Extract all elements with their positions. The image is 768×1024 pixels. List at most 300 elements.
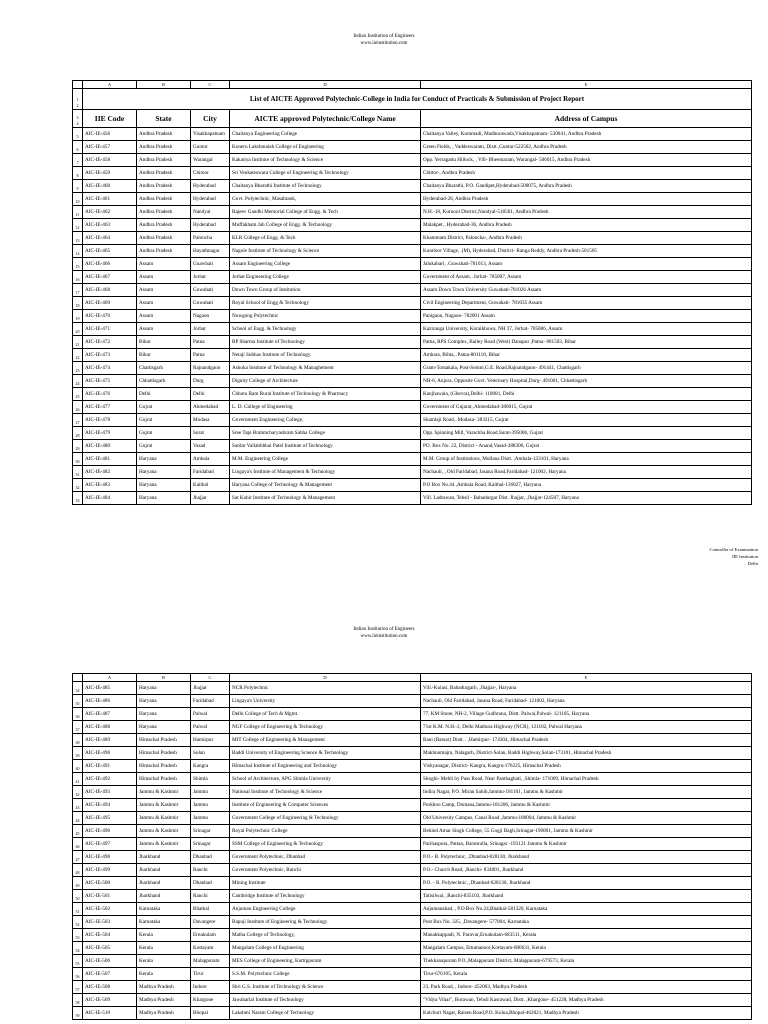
table-row	[73, 682, 752, 695]
state-cell: Andhra Pradesh	[137, 232, 191, 245]
state-cell: Karnataka	[137, 916, 191, 929]
address-cell: Shoghi- Mehli by Pass Road, Near Panthaghati, ,Shimla- 171009, Himachal Pradesh	[421, 773, 752, 786]
college-name-cell: KLR College of Engg. & Tech	[230, 232, 421, 245]
iie-code-cell: AIC-IE-459	[83, 167, 137, 180]
page2-header	[0, 626, 768, 640]
iie-code-cell: AIC-IE-497	[83, 838, 137, 851]
row-number: 17	[73, 284, 83, 297]
address-cell: "Vidya Vihar", Borawan, Tehsil Kasrawad, Distt. ,Khargone- 451228, Madhya Pradesh	[421, 994, 752, 1007]
state-cell: Kerala	[137, 968, 191, 981]
row-number: 23	[73, 362, 83, 375]
row-number: 30	[73, 453, 83, 466]
address-cell: Nachauli, Old Faridabad, Jasana Road, Faridabad- 121002, Haryana	[421, 695, 752, 708]
column-letter: E	[421, 81, 752, 89]
table-row	[73, 734, 752, 747]
college-name-cell: MES College of Engineering, Kuttippuram	[230, 955, 421, 968]
iie-code-cell: AIC-IE-465	[83, 245, 137, 258]
city-cell: Dhanbad	[191, 877, 230, 890]
state-cell: Gujrat	[137, 427, 191, 440]
row-number: 59	[73, 1007, 83, 1020]
state-cell: Haryana	[137, 682, 191, 695]
iie-code-cell: AIC-IE-500	[83, 877, 137, 890]
college-name-cell: Chhotu Ram Rural Institute of Technology & Pharmacy	[230, 388, 421, 401]
college-name-cell: Mangalam College of Engineering	[230, 942, 421, 955]
iie-code-cell: AIC-IE-463	[83, 219, 137, 232]
state-cell: Assam	[137, 258, 191, 271]
college-name-cell: Muffakham Jah College of Engg. & Technology	[230, 219, 421, 232]
college-name-cell: Government Polytechnic, Ranchi	[230, 864, 421, 877]
table-row	[73, 375, 752, 388]
city-cell: Hyderabad	[191, 219, 230, 232]
address-cell: Gram-Tomakala, Post-Somni,G.E. Road,Rajnandgaon- 491441, Chattisgarh	[421, 362, 752, 375]
table-row	[73, 284, 752, 297]
table-row	[73, 167, 752, 180]
address-cell: Vishyanagar, District- Kangra, Kangra-176225, Himachal Pradesh	[421, 760, 752, 773]
state-cell: Gujrat	[137, 414, 191, 427]
header-row	[73, 110, 752, 128]
city-cell: Srinagar	[191, 825, 230, 838]
college-name-cell: Nowgong Polytechnic	[230, 310, 421, 323]
address-cell: Government of Assam, .Jorhat- 785007, Assam	[421, 271, 752, 284]
table-row	[73, 427, 752, 440]
iie-code-cell: AIC-IE-509	[83, 994, 137, 1007]
table-row	[73, 440, 752, 453]
city-cell: Bhatkal	[191, 903, 230, 916]
city-cell: Jammu	[191, 799, 230, 812]
state-cell: Kerala	[137, 929, 191, 942]
table-row	[73, 929, 752, 942]
address-cell: Kuntloor Village, .(M), Hyderabad, District- Ranga Reddy, Andhra Pradesh-501505	[421, 245, 752, 258]
row-number: 20	[73, 323, 83, 336]
state-cell: Assam	[137, 323, 191, 336]
city-cell: Rajnandgaon	[191, 362, 230, 375]
address-cell: Vill.-Kulasi, Bahadurgarh, ,Jhajjar-, Haryana	[421, 682, 752, 695]
row-number: 12	[73, 219, 83, 232]
corner-cell	[73, 81, 83, 89]
college-name-cell: Lingaya's University	[230, 695, 421, 708]
city-cell: Kottayam	[191, 942, 230, 955]
address-cell: Nachauli, , Old Faridabad, Jasana Road,Faridabad- 121002, Haryana	[421, 466, 752, 479]
table-row	[73, 721, 752, 734]
state-cell: Andhra Pradesh	[137, 167, 191, 180]
iie-code-cell: AIC-IE-488	[83, 721, 137, 734]
row-number: 19	[73, 310, 83, 323]
table-row	[73, 401, 752, 414]
college-name-cell: Chaitanya Bharathi Institute of Technology	[230, 180, 421, 193]
header-city: City	[191, 110, 230, 128]
table-row	[73, 154, 752, 167]
state-cell: Madhya Pradesh	[137, 981, 191, 994]
row-number: 14	[73, 245, 83, 258]
address-cell: Civil Engineering Department, Guwahati- 781035 Assam	[421, 297, 752, 310]
city-cell: Kangra	[191, 760, 230, 773]
table-row	[73, 825, 752, 838]
state-cell: Haryana	[137, 479, 191, 492]
iie-code-cell: AIC-IE-490	[83, 747, 137, 760]
table-row	[73, 747, 752, 760]
college-name-cell: School of Engg. & Technology	[230, 323, 421, 336]
address-cell: Parihaspora, Pattan, Baramulla, Srinagar -193121 Jammu & Kashmir	[421, 838, 752, 851]
state-cell: Madhya Pradesh	[137, 1007, 191, 1020]
college-name-cell: Kakatiya Institute of Technology & Science	[230, 154, 421, 167]
address-cell: Shamlaji Road, .Modasa- 383315, Gujrat	[421, 414, 752, 427]
table-row	[73, 812, 752, 825]
state-cell: Kerala	[137, 942, 191, 955]
state-cell: Haryana	[137, 708, 191, 721]
state-cell: Jammu & Kashmir	[137, 812, 191, 825]
table-row	[73, 492, 752, 505]
city-cell: Paloncha	[191, 232, 230, 245]
college-name-cell: Shri G.S. Institute of Technology & Science	[230, 981, 421, 994]
row-number: 5	[73, 128, 83, 141]
table-row	[73, 141, 752, 154]
iie-code-cell: AIC-IE-496	[83, 825, 137, 838]
address-cell: Thekkanapuram P.O.,Malappuram District,.Malappuram-679573, Kerala	[421, 955, 752, 968]
college-name-cell: Netaji Subhas Institute of Technology.	[230, 349, 421, 362]
row-number: 38	[73, 734, 83, 747]
header-address: Address of Campus	[421, 110, 752, 128]
college-name-cell: RP Sharma Institute of Technology	[230, 336, 421, 349]
signature-title: Controller of Examination	[709, 547, 758, 552]
state-cell: Kerala	[137, 955, 191, 968]
table-row	[73, 708, 752, 721]
iie-code-cell: AIC-IE-466	[83, 258, 137, 271]
table-row	[73, 271, 752, 284]
state-cell: Haryana	[137, 695, 191, 708]
row-number: 44	[73, 812, 83, 825]
row-number: 25	[73, 388, 83, 401]
header-org: Indian Institution of Engineers	[353, 627, 415, 632]
state-cell: Assam	[137, 310, 191, 323]
state-cell: Jammu & Kashmir	[137, 838, 191, 851]
state-cell: Assam	[137, 284, 191, 297]
iie-code-cell: AIC-IE-485	[83, 682, 137, 695]
row-number: 45	[73, 825, 83, 838]
address-cell: Vill. Ladrawan, Tehsil - Bahadurgar Dist. Jhajjar, ,Jhajjar-124507, Haryana	[421, 492, 752, 505]
iie-code-cell: AIC-IE-498	[83, 851, 137, 864]
row-number: 57	[73, 981, 83, 994]
college-name-cell: Cambridge Institute of Technology	[230, 890, 421, 903]
state-cell: Jammu & Kashmir	[137, 799, 191, 812]
city-cell: Hayathnagar	[191, 245, 230, 258]
city-cell: Patna	[191, 336, 230, 349]
city-cell: Hyderabad	[191, 180, 230, 193]
table-body	[73, 128, 752, 505]
iie-code-cell: AIC-IE-492	[83, 773, 137, 786]
table-row	[73, 864, 752, 877]
table-row	[73, 414, 752, 427]
city-cell: Bhopal	[191, 1007, 230, 1020]
address-cell: P.O. - B. Polytechnic, ,Dhanbad-828130, Jharkhand	[421, 877, 752, 890]
college-name-cell: Ashoka Institute of Technology & Managhement	[230, 362, 421, 375]
college-name-cell: MIT College of Engineering & Management	[230, 734, 421, 747]
city-cell: Malappuram	[191, 955, 230, 968]
page1-header	[0, 33, 768, 47]
row-number: 51	[73, 903, 83, 916]
city-cell: Surat	[191, 427, 230, 440]
state-cell: Andhra Pradesh	[137, 245, 191, 258]
iie-code-cell: AIC-IE-482	[83, 466, 137, 479]
address-cell: Chaitanya Valley, Kommadi, Madhurawada,Visakhapatnam- 530041, Andhra Pradesh	[421, 128, 752, 141]
state-cell: Andhra Pradesh	[137, 141, 191, 154]
state-cell: Chattisgarh	[137, 362, 191, 375]
row-number: 42	[73, 786, 83, 799]
state-cell: Andhra Pradesh	[137, 206, 191, 219]
table-row	[73, 786, 752, 799]
college-name-cell: Sat Kabir Institute of Technology & Management	[230, 492, 421, 505]
college-name-cell: NGF College of Engineering & Technology	[230, 721, 421, 734]
college-name-cell: Institute of Engineering & Computer Sciences	[230, 799, 421, 812]
city-cell: Hyderabad	[191, 193, 230, 206]
row-number: 31	[73, 466, 83, 479]
city-cell: Guntur	[191, 141, 230, 154]
college-name-cell: Nagole Institute of Technology & Science	[230, 245, 421, 258]
row-number: 49	[73, 877, 83, 890]
state-cell: Andhra Pradesh	[137, 154, 191, 167]
college-name-cell: Koneru Lakshmaiah College of Engineering	[230, 141, 421, 154]
address-cell: Manakkappadi, N. Paravur,Ernakulam-683511, Kerala	[421, 929, 752, 942]
column-letter: A	[83, 81, 137, 89]
row-number: 26	[73, 401, 83, 414]
row-number: 41	[73, 773, 83, 786]
city-cell: Indore	[191, 981, 230, 994]
table-row	[73, 258, 752, 271]
college-name-cell: Down Town Group of Institution	[230, 284, 421, 297]
row-number: 32	[73, 479, 83, 492]
city-cell: Ambala	[191, 453, 230, 466]
state-cell: Madhya Pradesh	[137, 994, 191, 1007]
table-row	[73, 193, 752, 206]
column-letter-row	[73, 674, 752, 682]
iie-code-cell: AIC-IE-456	[83, 128, 137, 141]
city-cell: Jorhat	[191, 271, 230, 284]
city-cell: Faridabad	[191, 466, 230, 479]
row-number: 43	[73, 799, 83, 812]
address-cell: PO. Box No. 22, District - Anand,Vasad-388306, Gujrat	[421, 440, 752, 453]
header-state: State	[137, 110, 191, 128]
college-name-cell: Government Engineering College,	[230, 414, 421, 427]
table-row	[73, 851, 752, 864]
address-cell: Bani (Barsar) Distt. . ,Hamirpur- 174304, Himachal Pradesh	[421, 734, 752, 747]
row-number: 7	[73, 154, 83, 167]
table-row	[73, 219, 752, 232]
college-name-cell: Assam Engineering College	[230, 258, 421, 271]
city-cell: Shimla	[191, 773, 230, 786]
row-number: 1 2	[73, 89, 83, 110]
college-name-cell: School of Architecture, APG Shimla University	[230, 773, 421, 786]
college-name-cell: Royal School of Engg & Technology	[230, 297, 421, 310]
state-cell: Himachal Pradesh	[137, 760, 191, 773]
city-cell: Srinagar	[191, 838, 230, 851]
state-cell: Jharkhand	[137, 851, 191, 864]
iie-code-cell: AIC-IE-486	[83, 695, 137, 708]
spreadsheet-page1	[72, 80, 752, 505]
address-cell: Opp. Yerragattu Hillock, , Vill- Bheemaram, Warangal- 506015, Andhra Pradesh	[421, 154, 752, 167]
college-name-cell: Sardar Vallabhbhai Patel Institute of Technology	[230, 440, 421, 453]
iie-code-cell: AIC-IE-499	[83, 864, 137, 877]
city-cell: Chitoor	[191, 167, 230, 180]
iie-code-cell: AIC-IE-461	[83, 193, 137, 206]
city-cell: Palwal	[191, 721, 230, 734]
table-row	[73, 695, 752, 708]
row-number: 36	[73, 708, 83, 721]
iie-code-cell: AIC-IE-471	[83, 323, 137, 336]
city-cell: Jammu	[191, 786, 230, 799]
city-cell: Modasa	[191, 414, 230, 427]
address-cell: Panigaon, Nagaon- 782001 Assam	[421, 310, 752, 323]
iie-code-cell: AIC-IE-458	[83, 154, 137, 167]
table-row	[73, 838, 752, 851]
header-site: www.iieinstitution.com	[360, 41, 408, 46]
table-row	[73, 453, 752, 466]
iie-code-cell: AIC-IE-460	[83, 180, 137, 193]
city-cell: Durg	[191, 375, 230, 388]
state-cell: Karnataka	[137, 903, 191, 916]
state-cell: Andhra Pradesh	[137, 193, 191, 206]
iie-code-cell: AIC-IE-457	[83, 141, 137, 154]
spreadsheet-page2	[72, 673, 752, 1020]
column-letter: B	[137, 674, 191, 682]
row-number: 37	[73, 721, 83, 734]
state-cell: Andhra Pradesh	[137, 219, 191, 232]
address-cell: Purkhoo Camp, Domana,Jammu-181206, Jammu & Kashmir	[421, 799, 752, 812]
address-cell: Hyderabad-28, Andhra Pradesh	[421, 193, 752, 206]
college-name-cell: Government Polytechnic, Dhanbad	[230, 851, 421, 864]
address-cell: Jalukabari, .Guwahati-781013, Assam	[421, 258, 752, 271]
city-cell: Palwal	[191, 708, 230, 721]
college-name-cell: Royal Polytechnic College	[230, 825, 421, 838]
row-number: 27	[73, 414, 83, 427]
table-row	[73, 323, 752, 336]
row-number: 22	[73, 349, 83, 362]
address-cell: Amhara, Bihta, .Patna-801118, Bihar	[421, 349, 752, 362]
column-letter: D	[230, 674, 421, 682]
address-cell: Tatisilwai, ,Ranchi-835103, Jharkhand	[421, 890, 752, 903]
header-iie-code: IIE Code	[83, 110, 137, 128]
row-number: 56	[73, 968, 83, 981]
state-cell: Delhi	[137, 388, 191, 401]
address-cell: Kalchuri Nagar, Raisen Road,P.O. Kolua,Bhopal-462021, Madhya Pradesh	[421, 1007, 752, 1020]
iie-code-cell: AIC-IE-464	[83, 232, 137, 245]
iie-code-cell: AIC-IE-468	[83, 284, 137, 297]
college-name-cell: Bapuji Institute of Engineering & Technology	[230, 916, 421, 929]
row-number: 3 4	[73, 110, 83, 128]
college-name-cell: Delhi College of Tech & Mgmt.	[230, 708, 421, 721]
iie-code-cell: AIC-IE-508	[83, 981, 137, 994]
iie-code-cell: AIC-IE-467	[83, 271, 137, 284]
row-number: 9	[73, 180, 83, 193]
city-cell: Patna	[191, 349, 230, 362]
table-row	[73, 955, 752, 968]
iie-code-cell: AIC-IE-469	[83, 297, 137, 310]
city-cell: Nandyal	[191, 206, 230, 219]
address-cell: Opp. Spinning Mill, Varachha Road,Surat-395006, Gujrat	[421, 427, 752, 440]
city-cell: Ahmedabad	[191, 401, 230, 414]
city-cell: Visakhapatnam	[191, 128, 230, 141]
state-cell: Haryana	[137, 453, 191, 466]
city-cell: Dhanbad	[191, 851, 230, 864]
address-cell: Anjumanabad, , P.O.Box No.24,Bhatkal-581320, Karnataka	[421, 903, 752, 916]
college-name-cell: M.M. Engineering College	[230, 453, 421, 466]
address-cell: Kaziranga University, Koraikhowa, NH 37, Jorhat- 785006, Assam	[421, 323, 752, 336]
state-cell: Assam	[137, 271, 191, 284]
row-number: 21	[73, 336, 83, 349]
city-cell: Tirur	[191, 968, 230, 981]
state-cell: Jammu & Kashmir	[137, 825, 191, 838]
address-cell: N.H.-18, Kurnool District,Nandyal-518501, Andhra Pradesh	[421, 206, 752, 219]
column-letter: B	[137, 81, 191, 89]
state-cell: Himachal Pradesh	[137, 734, 191, 747]
state-cell: Himachal Pradesh	[137, 747, 191, 760]
iie-code-cell: AIC-IE-481	[83, 453, 137, 466]
table-row	[73, 903, 752, 916]
college-name-cell: Sree Tapi Brahmcharyashram Sabha College	[230, 427, 421, 440]
state-cell: Jammu & Kashmir	[137, 786, 191, 799]
table-row	[73, 336, 752, 349]
row-number: 15	[73, 258, 83, 271]
college-name-cell: National Institute of Technology & Science	[230, 786, 421, 799]
address-cell: 23, Park Road, , Indore- 452003, Madhya Pradesh	[421, 981, 752, 994]
corner-cell	[73, 674, 83, 682]
row-number: 6	[73, 141, 83, 154]
address-cell: P.O Box No.44 ,Ambala Road, Kaithal-136027, Haryana	[421, 479, 752, 492]
address-cell: Green Fields, , Vaddeswaram, Distt.,Guntur-522502, Andhra Pradesh	[421, 141, 752, 154]
sheet-title: List of AICTE Approved Polytechnic-College in India for Conduct of Practicals & Submission of Project Report	[83, 89, 752, 110]
signature-block	[710, 546, 758, 567]
state-cell: Haryana	[137, 466, 191, 479]
city-cell: Kaithal	[191, 479, 230, 492]
iie-code-cell: AIC-IE-495	[83, 812, 137, 825]
table-row	[73, 245, 752, 258]
iie-code-cell: AIC-IE-473	[83, 349, 137, 362]
city-cell: Jammu	[191, 812, 230, 825]
iie-code-cell: AIC-IE-504	[83, 929, 137, 942]
column-letter: A	[83, 674, 137, 682]
column-letter-row	[73, 81, 752, 89]
table-row	[73, 877, 752, 890]
college-name-cell: Haryana College of Technology & Management	[230, 479, 421, 492]
address-cell: NH-6, Anjora, Opposite Govt. Veterinary Hospital,Durg- 491001, Chhattisgarh	[421, 375, 752, 388]
iie-code-cell: AIC-IE-505	[83, 942, 137, 955]
city-cell: Hamirpur	[191, 734, 230, 747]
table-row	[73, 479, 752, 492]
iie-code-cell: AIC-IE-462	[83, 206, 137, 219]
college-name-cell: Government College of Engineering & Technology	[230, 812, 421, 825]
college-name-cell: SSM College of Engineering & Technology	[230, 838, 421, 851]
table-row	[73, 890, 752, 903]
state-cell: Andhra Pradesh	[137, 128, 191, 141]
row-number: 58	[73, 994, 83, 1007]
table-row	[73, 310, 752, 323]
college-name-cell: Govt. Polytechnic, Masabtank,	[230, 193, 421, 206]
state-cell: Himachal Pradesh	[137, 773, 191, 786]
address-cell: Chaitanya Bharathi, P.O. Gandipet,Hyderabad-500075, Andhra Pradesh	[421, 180, 752, 193]
table-row	[73, 968, 752, 981]
college-name-cell: S.S.M. Polytechnic College	[230, 968, 421, 981]
table-row	[73, 206, 752, 219]
address-cell: Indira Nagar, P.O. Miran Sahib,Jammu-181101, Jammu & Kashmir	[421, 786, 752, 799]
signature-city: Delhi	[747, 561, 758, 566]
row-number: 24	[73, 375, 83, 388]
header-org: Indian Institution of Engineers	[353, 34, 415, 39]
table-row	[73, 349, 752, 362]
state-cell: Gujrat	[137, 401, 191, 414]
city-cell: Delhi	[191, 388, 230, 401]
address-cell: Post Box No. 325, ,Davangere- 577004, Karnataka	[421, 916, 752, 929]
iie-code-cell: AIC-IE-476	[83, 388, 137, 401]
college-name-cell: Matha College of Technology,	[230, 929, 421, 942]
table-row	[73, 994, 752, 1007]
